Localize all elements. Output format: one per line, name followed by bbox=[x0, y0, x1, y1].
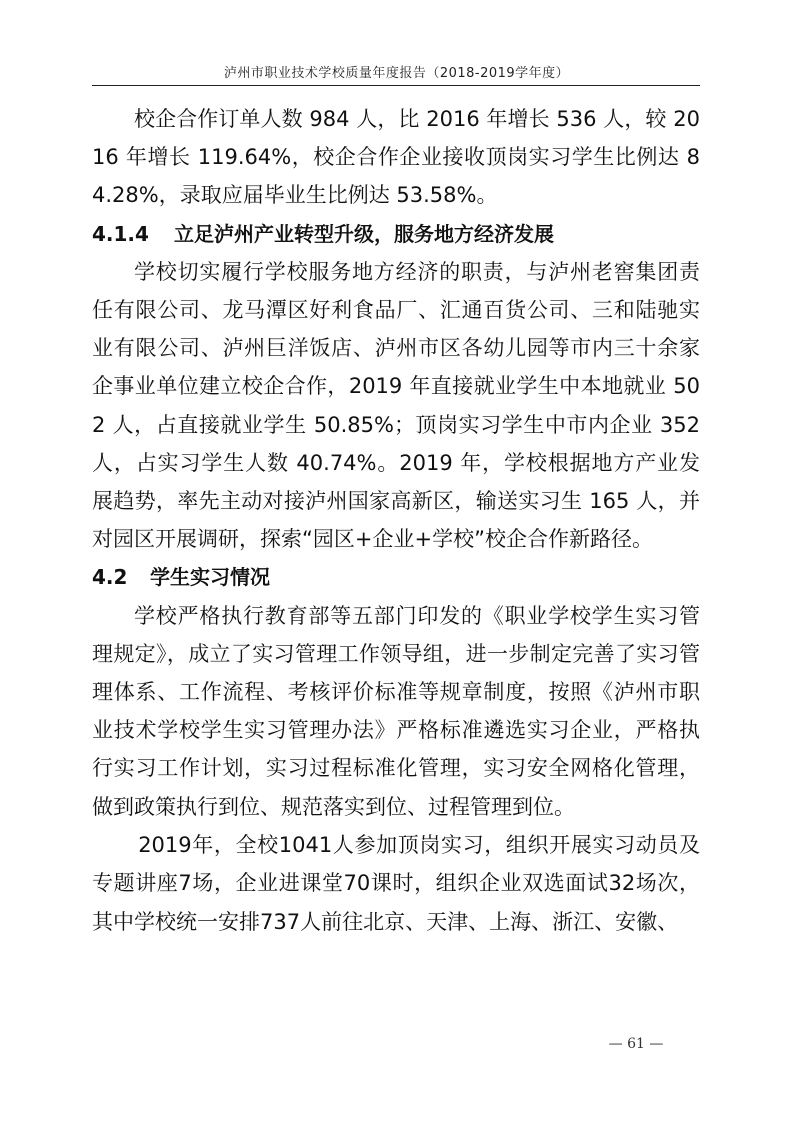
running-header: 泸州市职业技术学校质量年度报告（2018-2019学年度） bbox=[223, 66, 570, 81]
section-heading-4-1-4 bbox=[92, 215, 700, 253]
section-title: 学生实习情况 bbox=[150, 565, 270, 590]
paragraph-4-1-4: 学校切实履行学校服务地方经济的职责，与泸州老窖集团责任有限公司、龙马潭区好利食品厂、汇通百货公司、三和陆驰实业有限公司、泸州巨洋饭店、泸州市区各幼儿园等市内三十余家企事业单位建立校企合作，2019 年直接就业学生中本地就业 502 人，占直接就业学生 50.85%；顶岗实习学生中市内企业 352 人，占实习学生人数 40.74%。2019 年，学校根据地方产业发展趋势，率先主动对接泸州国家高新区，输送实习生 165 人，并对园区开展调研，探索“园区+企业+学校”校企合作新路径。 bbox=[92, 259, 700, 552]
page-number: — 61 — bbox=[608, 1036, 664, 1052]
page-body bbox=[92, 100, 700, 942]
paragraph-intro: 校企合作订单人数 984 人，比 2016 年增长 536 人，较 2016 年增长 119.64%，校企合作企业接收顶岗实习学生比例达 84.28%，录取应届毕业生比例达 53.58%。 bbox=[92, 107, 700, 208]
section-heading-4-2 bbox=[92, 558, 700, 596]
section-number: 4.2 bbox=[92, 565, 128, 590]
paragraph-4-2-a: 学校严格执行教育部等五部门印发的《职业学校学生实习管理规定》，成立了实习管理工作领导组，进一步制定完善了实习管理体系、工作流程、考核评价标准等规章制度，按照《泸州市职业技术学校学生实习管理办法》严格标准遴选实习企业，严格执行实习工作计划，实习过程标准化管理，实习安全网格化管理，做到政策执行到位、规范落实到位、过程管理到位。 bbox=[92, 603, 700, 819]
paragraph-4-2-b: 2019年，全校1041人参加顶岗实习，组织开展实习动员及专题讲座7场，企业进课堂70课时，组织企业双选面试32场次，其中学校统一安排737人前往北京、天津、上海、浙江、安徽、 bbox=[92, 832, 700, 935]
section-number: 4.1.4 bbox=[92, 221, 149, 246]
section-title: 立足泸州产业转型升级，服务地方经济发展 bbox=[174, 221, 554, 246]
header-divider bbox=[92, 85, 700, 86]
